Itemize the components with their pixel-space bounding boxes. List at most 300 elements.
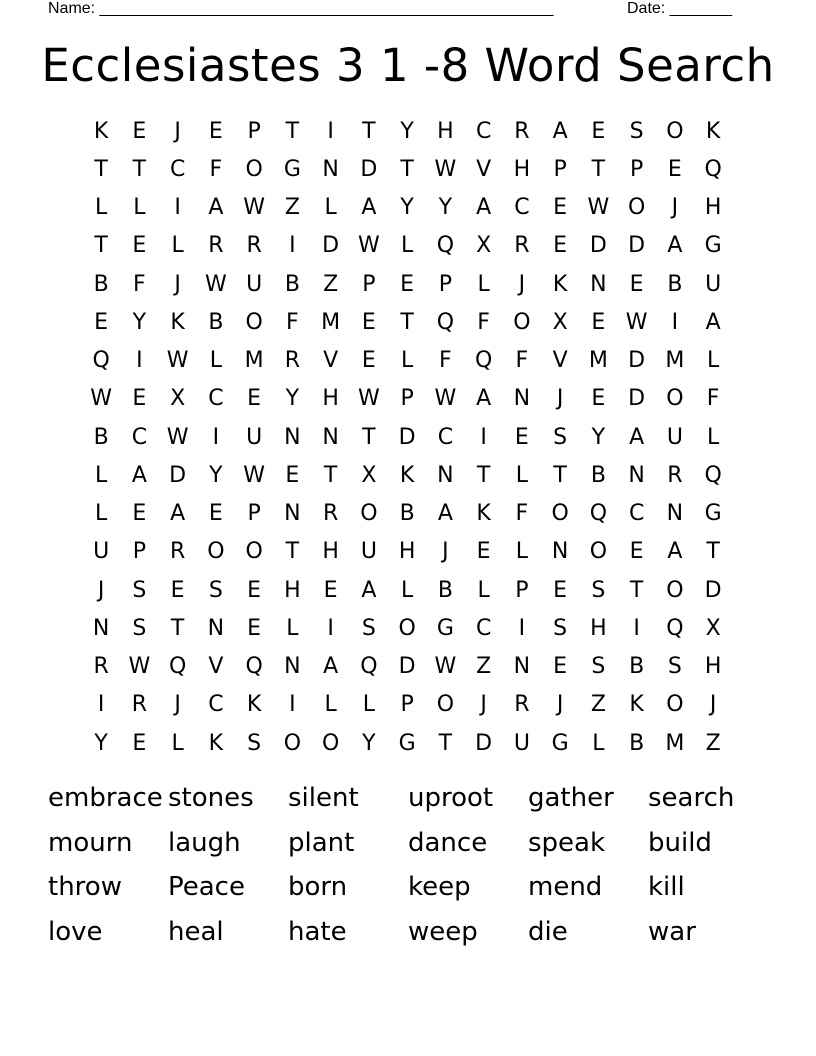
word-list-item: heal — [168, 916, 224, 947]
grid-letter: B — [399, 501, 415, 527]
grid-letter: I — [212, 424, 220, 450]
grid-letter: J — [442, 539, 449, 565]
word-list-item: silent — [288, 783, 359, 813]
grid-letter: Q — [92, 348, 110, 374]
word-list-item: throw — [48, 872, 122, 902]
grid-letter: B — [629, 730, 645, 756]
grid-letter: B — [667, 271, 683, 297]
grid-letter: J — [556, 692, 564, 718]
grid-letter: Z — [590, 692, 606, 718]
grid-letter: S — [591, 577, 606, 603]
grid-letter: Y — [209, 462, 223, 488]
grid-letter: O — [513, 309, 531, 335]
grid-letter: E — [132, 233, 147, 259]
grid-letter: N — [513, 386, 531, 412]
grid-letter: N — [284, 501, 301, 527]
name-label: Name: ___________________________________________________ — [48, 0, 554, 17]
grid-letter: X — [552, 309, 568, 335]
grid-letter: W — [128, 654, 151, 680]
grid-letter: W — [357, 386, 380, 412]
grid-letter: B — [629, 654, 645, 680]
grid-letter: I — [97, 692, 105, 718]
grid-letter: O — [666, 118, 684, 144]
grid-letter: E — [629, 271, 644, 297]
grid-letter: U — [246, 271, 263, 297]
grid-letter: B — [208, 309, 224, 335]
grid-letter: E — [629, 539, 644, 565]
grid-letter: R — [667, 462, 683, 488]
grid-letter: O — [551, 501, 569, 527]
grid-letter: H — [322, 386, 339, 412]
grid-letter: C — [208, 386, 224, 412]
grid-letter: A — [667, 539, 683, 565]
grid-letter: U — [666, 424, 683, 450]
word-list-item: war — [648, 916, 696, 947]
grid-letter: D — [398, 424, 416, 450]
word-list-item: laugh — [168, 827, 241, 858]
grid-letter: I — [136, 348, 143, 374]
grid-letter: M — [321, 309, 341, 335]
grid-letter: I — [289, 692, 296, 718]
grid-letter: W — [90, 386, 112, 412]
grid-letter: A — [476, 195, 492, 221]
grid-letter: U — [360, 539, 377, 565]
grid-letter: H — [322, 539, 339, 565]
grid-letter: E — [553, 233, 568, 259]
grid-letter: R — [208, 233, 224, 259]
grid-letter: Q — [168, 654, 187, 680]
grid-letter: L — [515, 539, 528, 565]
grid-letter: K — [399, 462, 415, 488]
grid-letter: Z — [284, 195, 300, 221]
grid-letter: L — [400, 577, 414, 603]
grid-letter: T — [438, 730, 453, 756]
grid-letter: E — [591, 118, 606, 144]
header — [48, 0, 748, 20]
grid-letter: Y — [132, 309, 147, 335]
grid-letter: C — [208, 692, 224, 718]
grid-letter: F — [515, 501, 529, 527]
word-list-item: born — [288, 872, 348, 902]
grid-letter: D — [589, 233, 607, 259]
grid-letter: M — [665, 730, 685, 756]
grid-letter: G — [704, 233, 722, 259]
grid-letter: K — [246, 692, 262, 718]
grid-letter: E — [361, 348, 376, 374]
grid-letter: J — [518, 271, 526, 297]
grid-letter: Y — [400, 118, 414, 144]
grid-letter: I — [633, 615, 640, 641]
grid-letter: W — [243, 462, 265, 488]
grid-letter: Q — [666, 615, 684, 641]
grid-letter: O — [283, 730, 302, 756]
grid-letter: W — [166, 348, 189, 374]
grid-letter: F — [706, 386, 720, 412]
grid-letter: Y — [591, 424, 606, 450]
grid-letter: L — [324, 692, 337, 718]
grid-letter: A — [437, 501, 453, 527]
grid-letter: E — [553, 195, 568, 221]
grid-letter: K — [476, 501, 491, 527]
grid-letter: R — [284, 348, 301, 374]
grid-letter: E — [132, 386, 147, 412]
grid-letter: O — [360, 501, 378, 527]
grid-letter: J — [174, 692, 181, 718]
grid-letter: I — [518, 615, 526, 641]
grid-letter: N — [284, 654, 301, 680]
grid-letter: S — [247, 730, 262, 756]
grid-letter: A — [208, 195, 224, 221]
grid-letter: S — [132, 577, 147, 603]
word-list-item: build — [648, 827, 712, 858]
grid-letter: W — [204, 271, 227, 297]
grid-letter: F — [515, 348, 529, 374]
grid-letter: L — [94, 462, 108, 488]
grid-letter: D — [628, 386, 646, 412]
grid-letter: W — [166, 424, 189, 450]
grid-letter: A — [705, 309, 721, 335]
grid-letter: C — [475, 615, 492, 641]
grid-letter: O — [589, 539, 608, 565]
grid-letter: M — [665, 348, 685, 374]
grid-letter: N — [628, 462, 645, 488]
grid-letter: L — [133, 195, 146, 221]
grid-letter: N — [284, 424, 301, 450]
grid-letter: E — [591, 386, 606, 412]
grid-letter: J — [556, 386, 564, 412]
grid-letter: N — [513, 654, 531, 680]
grid-letter: H — [284, 577, 301, 603]
grid-letter: G — [551, 730, 569, 756]
grid-letter: L — [209, 348, 222, 374]
grid-letter: P — [362, 271, 376, 297]
grid-letter: F — [209, 156, 223, 182]
grid-letter: O — [245, 309, 263, 335]
grid-letter: I — [327, 615, 334, 641]
grid-letter: E — [132, 118, 147, 144]
word-list-item: uproot — [408, 783, 494, 813]
grid-letter: U — [513, 730, 530, 756]
word-list-item: kill — [648, 872, 685, 902]
grid-letter: R — [93, 654, 109, 680]
grid-letter: D — [475, 730, 493, 756]
grid-letter: L — [94, 195, 108, 221]
grid-letter: Q — [704, 462, 722, 488]
grid-letter: E — [476, 539, 491, 565]
grid-letter: V — [476, 156, 492, 182]
grid-letter: L — [94, 501, 108, 527]
grid-letter: S — [553, 424, 568, 450]
grid-letter: R — [514, 118, 530, 144]
grid-letter: N — [666, 501, 684, 527]
word-list-item: plant — [288, 827, 355, 858]
grid-letter: J — [480, 692, 487, 718]
grid-letter: A — [667, 233, 683, 259]
grid-letter: O — [627, 195, 646, 221]
word-list-item: die — [528, 916, 568, 947]
grid-letter: K — [705, 118, 721, 144]
grid-letter: E — [132, 501, 147, 527]
grid-letter: D — [360, 156, 378, 182]
word-list-item: mourn — [48, 827, 133, 858]
grid-letter: T — [285, 118, 300, 144]
grid-letter: W — [357, 233, 380, 259]
word-list-item: dance — [408, 827, 488, 858]
grid-letter: A — [552, 118, 568, 144]
grid-letter: I — [174, 195, 181, 221]
grid-letter: V — [208, 654, 224, 680]
grid-letter: L — [171, 730, 184, 756]
grid-letter: E — [170, 577, 185, 603]
grid-letter: C — [628, 501, 645, 527]
grid-letter: E — [208, 118, 223, 144]
grid-letter: Z — [705, 730, 721, 756]
grid-letter: S — [132, 615, 147, 641]
grid-letter: T — [132, 156, 147, 182]
word-list-item: search — [648, 783, 735, 813]
grid-letter: G — [283, 156, 301, 182]
grid-letter: G — [436, 615, 454, 641]
grid-letter: R — [514, 692, 530, 718]
grid-letter: E — [361, 309, 376, 335]
grid-letter: W — [434, 386, 457, 412]
grid-letter: E — [553, 654, 568, 680]
grid-letter: P — [553, 156, 567, 182]
word-list-item: gather — [528, 783, 614, 813]
grid-letter: Q — [360, 654, 378, 680]
grid-letter: C — [514, 195, 530, 221]
grid-letter: E — [667, 156, 682, 182]
grid-letter: S — [208, 577, 223, 603]
grid-letter: T — [285, 539, 300, 565]
grid-letter: L — [515, 462, 528, 488]
grid-letter: T — [591, 156, 606, 182]
grid-letter: E — [94, 309, 109, 335]
grid-letter: K — [170, 309, 185, 335]
grid-letter: F — [477, 309, 490, 335]
grid-letter: O — [666, 386, 684, 412]
page-title: Ecclesiastes 3 1 -8 Word Search — [41, 39, 775, 92]
grid-letter: O — [321, 730, 340, 756]
grid-letter: T — [94, 156, 108, 182]
grid-letter: A — [131, 462, 147, 488]
word-list-item: stones — [168, 783, 254, 813]
grid-letter: P — [629, 156, 644, 182]
grid-letter: A — [170, 501, 186, 527]
grid-letter: N — [322, 424, 339, 450]
grid-letter: W — [243, 195, 265, 221]
word-list-item: hate — [288, 916, 347, 947]
grid-letter: R — [514, 233, 530, 259]
grid-letter: Q — [436, 233, 455, 259]
grid-letter: N — [437, 462, 454, 488]
grid-letter: B — [93, 271, 109, 297]
grid-letter: J — [174, 118, 181, 144]
grid-letter: D — [628, 348, 646, 374]
grid-letter: T — [362, 424, 376, 450]
grid-letter: S — [667, 654, 682, 680]
grid-letter: H — [590, 615, 607, 641]
grid-letter: U — [93, 539, 110, 565]
grid-letter: X — [361, 462, 377, 488]
grid-letter: T — [400, 309, 414, 335]
grid-letter: E — [323, 577, 338, 603]
grid-letter: K — [93, 118, 109, 144]
grid-letter: T — [553, 462, 567, 488]
grid-letter: R — [131, 692, 148, 718]
grid-letter: M — [244, 348, 264, 374]
grid-letter: A — [361, 195, 377, 221]
grid-letter: W — [434, 156, 457, 182]
grid-letter: C — [131, 424, 148, 450]
grid-letter: N — [322, 156, 339, 182]
grid-letter: K — [552, 271, 568, 297]
grid-letter: H — [513, 156, 531, 182]
grid-letter: E — [247, 615, 262, 641]
grid-letter: T — [476, 462, 491, 488]
grid-letter: Q — [589, 501, 608, 527]
letter-grid — [82, 112, 732, 762]
grid-letter: A — [476, 386, 492, 412]
grid-letter: H — [704, 195, 722, 221]
grid-letter: N — [92, 615, 110, 641]
grid-letter: W — [587, 195, 610, 221]
grid-letter: T — [362, 118, 376, 144]
grid-letter: O — [245, 156, 263, 182]
grid-letter: T — [94, 233, 108, 259]
grid-letter: H — [704, 654, 722, 680]
grid-letter: V — [552, 348, 568, 374]
grid-letter: S — [361, 615, 376, 641]
grid-letter: O — [436, 692, 455, 718]
grid-letter: L — [706, 348, 720, 374]
grid-letter: E — [247, 577, 262, 603]
grid-letter: I — [480, 424, 487, 450]
grid-letter: J — [671, 195, 679, 221]
word-list-item: mend — [528, 872, 603, 902]
grid-letter: I — [671, 309, 679, 335]
grid-letter: B — [284, 271, 300, 297]
grid-letter: O — [666, 692, 684, 718]
grid-letter: J — [97, 577, 105, 603]
grid-letter: S — [629, 118, 644, 144]
grid-letter: I — [289, 233, 296, 259]
grid-letter: W — [434, 654, 457, 680]
grid-letter: D — [169, 462, 187, 488]
date-label: Date: _______ — [627, 0, 732, 17]
grid-letter: T — [323, 462, 338, 488]
word-list — [48, 776, 768, 954]
grid-letter: R — [246, 233, 262, 259]
grid-letter: Y — [362, 730, 376, 756]
word-list-item: love — [48, 916, 103, 947]
grid-letter: Y — [285, 386, 300, 412]
grid-letter: E — [247, 386, 262, 412]
grid-letter: T — [706, 539, 720, 565]
grid-letter: P — [400, 692, 414, 718]
grid-letter: P — [132, 539, 147, 565]
grid-letter: P — [438, 271, 453, 297]
grid-letter: C — [475, 118, 492, 144]
grid-letter: S — [553, 615, 568, 641]
grid-letter: D — [398, 654, 416, 680]
grid-letter: L — [400, 233, 414, 259]
grid-letter: L — [592, 730, 605, 756]
grid-letter: A — [629, 424, 645, 450]
word-list-item: Peace — [168, 872, 245, 902]
grid-letter: H — [398, 539, 416, 565]
grid-letter: E — [553, 577, 568, 603]
grid-letter: A — [323, 654, 339, 680]
grid-letter: E — [400, 271, 415, 297]
grid-letter: C — [437, 424, 454, 450]
grid-letter: E — [285, 462, 300, 488]
grid-letter: H — [437, 118, 454, 144]
grid-letter: D — [628, 233, 646, 259]
grid-letter: L — [286, 615, 299, 641]
grid-letter: C — [169, 156, 186, 182]
word-list-item: keep — [408, 872, 471, 902]
grid-letter: L — [362, 692, 375, 718]
grid-letter: T — [629, 577, 644, 603]
grid-letter: P — [247, 501, 261, 527]
grid-letter: F — [439, 348, 452, 374]
grid-letter: Y — [94, 730, 108, 756]
grid-letter: P — [247, 118, 261, 144]
grid-letter: G — [398, 730, 416, 756]
grid-letter: Y — [438, 195, 453, 221]
grid-letter: G — [704, 501, 722, 527]
grid-letter: F — [133, 271, 146, 297]
grid-letter: T — [400, 156, 414, 182]
grid-letter: N — [590, 271, 607, 297]
grid-letter: B — [437, 577, 453, 603]
grid-letter: P — [515, 577, 529, 603]
grid-letter: Z — [476, 654, 492, 680]
grid-letter: L — [324, 195, 337, 221]
grid-letter: O — [207, 539, 225, 565]
grid-letter: K — [629, 692, 644, 718]
grid-letter: O — [398, 615, 416, 641]
grid-letter: V — [323, 348, 339, 374]
grid-letter: D — [704, 577, 722, 603]
grid-letter: M — [588, 348, 608, 374]
grid-letter: J — [709, 692, 717, 718]
grid-letter: E — [132, 730, 147, 756]
grid-letter: B — [93, 424, 109, 450]
grid-letter: O — [666, 577, 684, 603]
grid-letter: X — [476, 233, 492, 259]
grid-letter: J — [174, 271, 181, 297]
grid-letter: Y — [400, 195, 414, 221]
grid-letter: L — [477, 577, 490, 603]
grid-letter: T — [170, 615, 185, 641]
grid-letter: Q — [245, 654, 263, 680]
grid-letter: A — [361, 577, 377, 603]
word-list-item: weep — [408, 916, 478, 947]
grid-letter: U — [705, 271, 722, 297]
grid-letter: L — [706, 424, 720, 450]
grid-letter: X — [705, 615, 721, 641]
grid-letter: R — [169, 539, 186, 565]
grid-letter: Q — [436, 309, 455, 335]
word-list-item: speak — [528, 827, 606, 858]
grid-letter: P — [400, 386, 414, 412]
grid-letter: R — [322, 501, 339, 527]
grid-letter: L — [171, 233, 184, 259]
grid-letter: Q — [474, 348, 493, 374]
grid-letter: N — [551, 539, 569, 565]
